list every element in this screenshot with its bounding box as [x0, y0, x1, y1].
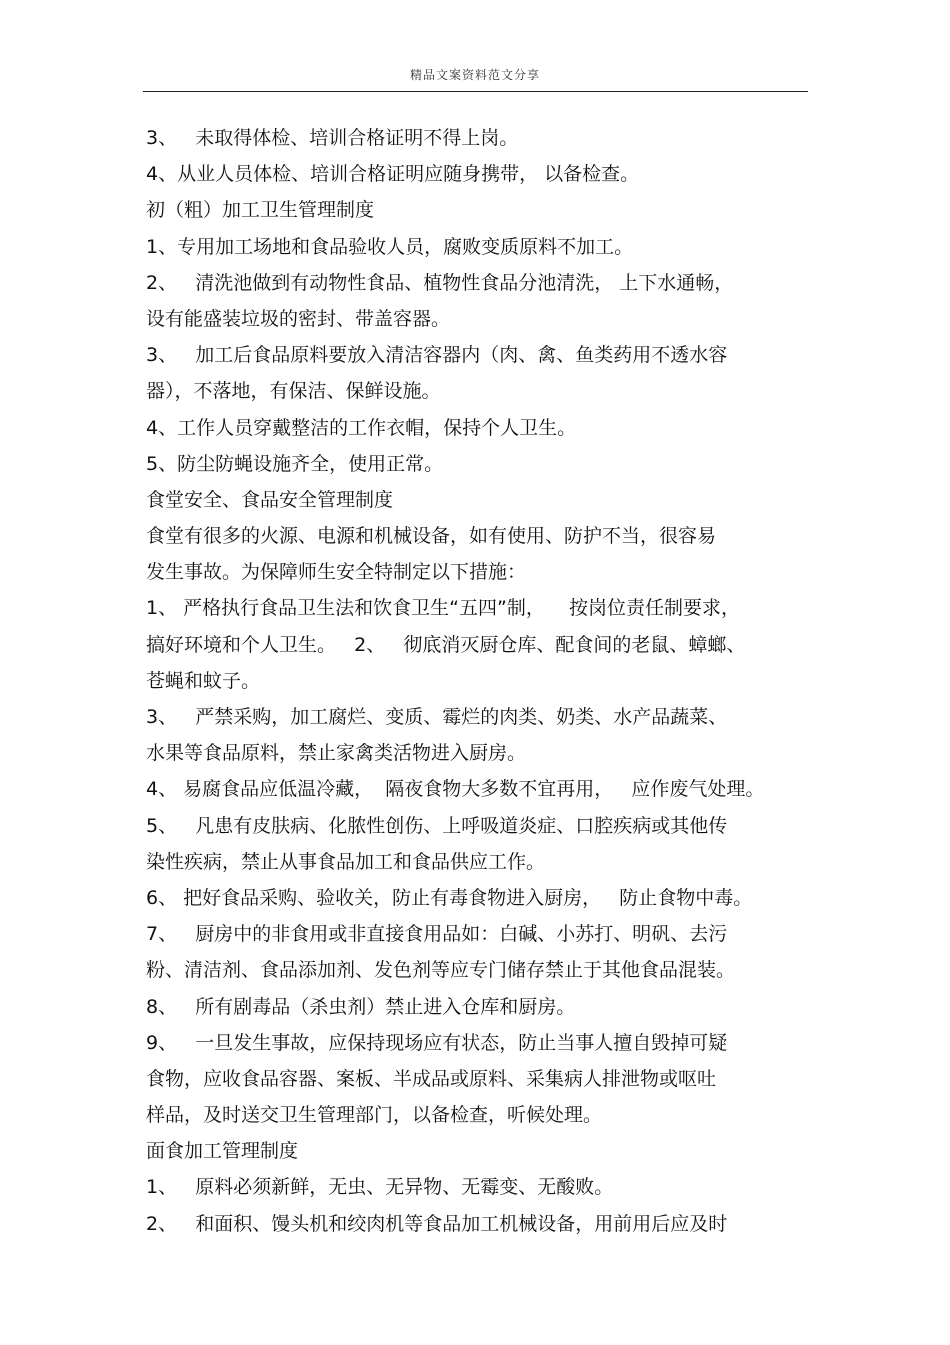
text-line: 1、 严格执行食品卫生法和饮食卫生“五四”制， 按岗位责任制要求， — [146, 597, 740, 620]
text-line: 8、 所有剧毒品（杀虫剂）禁止进入仓库和厨房。 — [146, 995, 576, 1018]
text-line: 4、工作人员穿戴整洁的工作衣帽，保持个人卫生。 — [146, 416, 577, 439]
text-line: 5、 凡患有皮肤病、化脓性创伤、上呼吸道炎症、口腔疾病或其他传 — [146, 814, 728, 837]
text-line: 3、 严禁采购，加工腐烂、变质、霉烂的肉类、奶类、水产品蔬菜、 — [146, 706, 728, 728]
section-heading: 初（粗）加工卫生管理制度 — [146, 199, 375, 222]
page-header-title: 精品文案资料范文分享 — [409, 68, 540, 82]
text-line: 4、 易腐食品应低温冷藏， 隔夜食物大多数不宜再用， 应作废气处理。 — [146, 778, 765, 801]
text-line: 2、 清洗池做到有动物性食品、植物性食品分池清洗， 上下水通畅， — [146, 271, 734, 294]
text-line: 2、 和面积、馒头机和绞肉机等食品加工机械设备，用前用后应及时 — [146, 1212, 728, 1235]
text-line: 1、 原料必须新鲜，无虫、无异物、无霉变、无酸败。 — [146, 1176, 614, 1199]
text-line: 3、 加工后食品原料要放入清洁容器内（肉、禽、鱼类药用不透水容 — [146, 344, 728, 367]
text-line: 7、 厨房中的非食用或非直接食用品如：白碱、小苏打、明矾、去污 — [146, 923, 728, 946]
text-line: 1、专用加工场地和食品验收人员，腐败变质原料不加工。 — [146, 235, 634, 258]
text-line: 3、 未取得体检、培训合格证明不得上岗。 — [146, 127, 519, 149]
text-line: 搞好环境和个人卫生。 2、 彻底消灭厨仓库、配食间的老鼠、蟑螂、 — [146, 633, 746, 656]
section-heading: 面食加工管理制度 — [146, 1140, 299, 1163]
document-body — [146, 120, 806, 1242]
text-line: 粉、清洁剂、食品添加剂、发色剂等应专门储存禁止于其他食品混装。 — [146, 959, 736, 982]
header-divider — [143, 91, 808, 92]
text-line: 设有能盛装垃圾的密封、带盖容器。 — [146, 307, 451, 330]
text-line: 食物，应收食品容器、案板、半成品或原料、采集病人排泄物或呕吐 — [146, 1067, 717, 1090]
text-line: 器），不落地，有保洁、保鲜设施。 — [146, 380, 441, 403]
text-line: 样品，及时送交卫生管理部门，以备检查，听候处理。 — [146, 1104, 603, 1127]
text-line: 5、防尘防蝇设施齐全，使用正常。 — [146, 452, 444, 475]
text-line: 食堂有很多的火源、电源和机械设备，如有使用、防护不当，很容易 — [146, 525, 717, 548]
text-line: 9、 一旦发生事故，应保持现场应有状态，防止当事人擅自毁掉可疑 — [146, 1031, 728, 1054]
section-heading: 食堂安全、食品安全管理制度 — [146, 488, 394, 511]
text-line: 苍蝇和蚊子。 — [146, 669, 261, 692]
text-line: 染性疾病，禁止从事食品加工和食品供应工作。 — [146, 850, 546, 873]
text-line: 6、 把好食品采购、验收关，防止有毒食物进入厨房， 防止食物中毒。 — [146, 886, 753, 909]
text-line: 发生事故。为保障师生安全特制定以下措施： — [146, 561, 527, 584]
text-line: 水果等食品原料，禁止家禽类活物进入厨房。 — [146, 742, 527, 765]
text-line: 4、从业人员体检、培训合格证明应随身携带， 以备检查。 — [146, 163, 640, 186]
